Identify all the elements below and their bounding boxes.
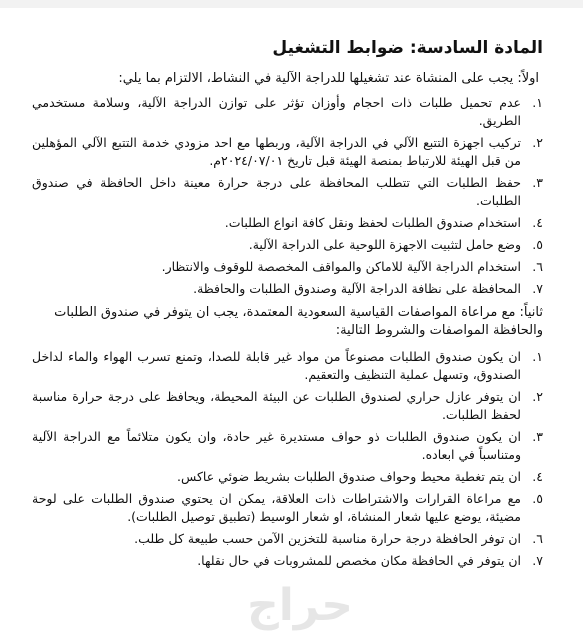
list-item <box>28 280 543 298</box>
item-text: استخدام صندوق الطلبات لحفظ ونقل كافة انواع الطلبات. <box>224 215 521 230</box>
item-number: ١. <box>532 95 543 110</box>
item-text: ان يتوفر عازل حراري لصندوق الطلبات عن البيئة المحيطة، ويحافظ على درجة حرارة مناسبة لحفظ الطلبات. <box>32 389 521 422</box>
list-item <box>28 94 543 130</box>
item-text: تركيب اجهزة التتبع الآلي في الدراجة الآلية، وربطها مع احد مزودي خدمة التتبع الآلي المؤهلين من قبل الهيئة للارتباط بمنصة الهيئة قبل تاريخ ٢٠٢٤/٠٧/٠١م. <box>32 135 521 168</box>
document-content <box>28 36 543 576</box>
top-strip <box>0 0 583 8</box>
item-text: عدم تحميل طلبات ذات احجام وأوزان تؤثر على توازن الدراجة الآلية، وسلامة مستخدمي الطريق. <box>32 95 521 128</box>
section2-list <box>28 348 543 570</box>
section2-intro: ثانياً: مع مراعاة المواصفات القياسية السعودية المعتمدة، يجب ان يتوفر في صندوق الطلبات والحافظة المواصفات والشروط التالية: <box>54 305 543 338</box>
item-text: المحافظة على نظافة الدراجة الآلية وصندوق الطلبات والحافظة. <box>193 281 521 296</box>
item-text: ان يكون صندوق الطلبات ذو حواف مستديرة غير حادة، وان يكون متلائماً مع الدراجة الآلية ومتناسباً في ابعاده. <box>32 429 521 462</box>
list-item <box>28 552 543 570</box>
item-number: ٤. <box>532 469 543 484</box>
item-number: ٢. <box>532 135 543 150</box>
watermark-text: حراج <box>247 580 353 631</box>
list-item <box>28 388 543 424</box>
article-title: المادة السادسة: ضوابط التشغيل <box>272 38 543 58</box>
list-item <box>28 134 543 170</box>
section1-intro: اولاً: يجب على المنشاة عند تشغيلها للدراجة الآلية في النشاط، الالتزام بما يلي: <box>118 71 539 86</box>
item-text: مع مراعاة القرارات والاشتراطات ذات العلاقة، يمكن ان يحتوي صندوق الطلبات على لوحة مضيئة، يوضع عليها شعار المنشاة، او شعار الوسيط (تطبيق توصيل الطلبات). <box>32 491 521 524</box>
item-text: استخدام الدراجة الآلية للاماكن والمواقف المخصصة للوقوف والانتظار. <box>161 259 521 274</box>
list-item <box>28 258 543 276</box>
item-number: ٣. <box>532 429 543 444</box>
item-number: ٥. <box>532 491 543 506</box>
item-number: ٦. <box>532 531 543 546</box>
list-item <box>28 348 543 384</box>
item-number: ٤. <box>532 215 543 230</box>
list-item <box>28 174 543 210</box>
item-number: ٧. <box>532 281 543 296</box>
item-text: وضع حامل لتثبيت الاجهزة اللوحية على الدراجة الآلية. <box>248 237 521 252</box>
item-text: ان يتم تغطية محيط وحواف صندوق الطلبات بشريط ضوئي عاكس. <box>177 469 521 484</box>
item-text: ان يكون صندوق الطلبات مصنوعاً من مواد غير قابلة للصدا، وتمنع تسرب الهواء والماء لداخل الصندوق، وتسهل عملية التنظيف والتعقيم. <box>32 349 521 382</box>
list-item <box>28 214 543 232</box>
item-number: ٣. <box>532 175 543 190</box>
list-item <box>28 468 543 486</box>
item-number: ٢. <box>532 389 543 404</box>
list-item <box>28 236 543 254</box>
item-number: ١. <box>532 349 543 364</box>
item-text: حفظ الطلبات التي تتطلب المحافظة على درجة حرارة معينة داخل الحافظة في صندوق الطلبات. <box>32 175 521 208</box>
list-item <box>28 490 543 526</box>
item-number: ٦. <box>532 259 543 274</box>
item-number: ٧. <box>532 553 543 568</box>
list-item <box>28 428 543 464</box>
item-text: ان يتوفر في الحافظة مكان مخصص للمشروبات في حال نقلها. <box>197 553 521 568</box>
haraj-watermark-logo <box>175 578 425 634</box>
section1-list <box>28 94 543 298</box>
item-number: ٥. <box>532 237 543 252</box>
item-text: ان توفر الحافظة درجة حرارة مناسبة للتخزين الآمن حسب طبيعة كل طلب. <box>134 531 521 546</box>
list-item <box>28 530 543 548</box>
